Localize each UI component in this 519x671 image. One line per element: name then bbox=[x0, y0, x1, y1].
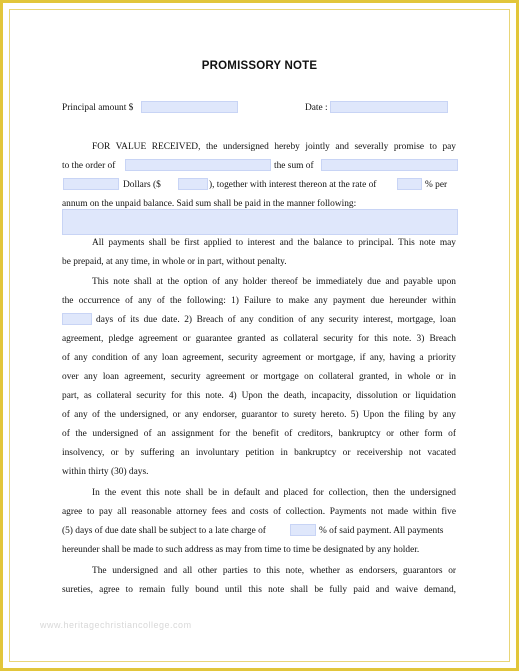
principal-amount-field[interactable] bbox=[141, 101, 238, 113]
paragraph-4-line-1: In the event this note shall be in default and placed for collection, then the undersigned bbox=[92, 488, 456, 498]
paragraph-5-line-2: sureties, agree to remain fully bound until this note shall be fully paid and waive demand, bbox=[62, 585, 456, 595]
late-charge-text: (5) days of due date shall be subject to a late charge of bbox=[62, 526, 266, 536]
paragraph-3-line-10: insolvency, or by suffering an involuntary petition in bankruptcy or receivership not vacated bbox=[62, 448, 456, 458]
date-field[interactable] bbox=[330, 101, 448, 113]
date-label: Date : bbox=[305, 103, 328, 113]
paragraph-3-line-7: part, as collateral security for this note. 4) Upon the death, incapacity, dissolution or liquidation bbox=[62, 391, 456, 401]
paragraph-3-line-3: days of its due date. 2) Breach of any condition of any security interest, mortgage, loan bbox=[96, 315, 456, 325]
website-watermark: www.heritagechristiancollege.com bbox=[40, 620, 192, 630]
percent-per-label: % per bbox=[425, 180, 448, 190]
paragraph-1-line-4: annum on the unpaid balance. Said sum shall be paid in the manner following: bbox=[62, 199, 357, 209]
payment-terms-field[interactable] bbox=[62, 209, 458, 235]
paragraph-3-line-2: the occurrence of any of the following: 1) Failure to make any payment due hereunder within bbox=[62, 296, 456, 306]
paragraph-2-line-2: be prepaid, at any time, in whole or in part, without penalty. bbox=[62, 257, 287, 267]
sum-of-label: the sum of bbox=[274, 161, 314, 171]
paragraph-5-line-1: The undersigned and all other parties to this note, whether as endorsers, guarantors or bbox=[92, 566, 456, 576]
sum-words-field[interactable] bbox=[321, 159, 458, 171]
grace-days-field[interactable] bbox=[62, 313, 92, 325]
document-title: PROMISSORY NOTE bbox=[201, 60, 318, 72]
late-charge-percent-text: % of said payment. All payments bbox=[319, 526, 444, 536]
paragraph-3-line-11: within thirty (30) days. bbox=[62, 467, 149, 477]
paragraph-3-line-6: over any loan agreement, security agreement or mortgage on collateral granted, in whole or in bbox=[62, 372, 456, 382]
paragraph-3-line-5: of any condition of any loan agreement, security agreement or mortgage, if any, having a priority bbox=[62, 353, 456, 363]
paragraph-1-line-1: FOR VALUE RECEIVED, the undersigned hereby jointly and severally promise to pay bbox=[92, 142, 456, 152]
sum-words-continued-field[interactable] bbox=[63, 178, 119, 190]
late-charge-field[interactable] bbox=[290, 524, 316, 536]
paragraph-4-line-4: hereunder shall be made to such address as may from time to time be designated by any holder. bbox=[62, 545, 420, 555]
to-the-order-of-label: to the order of bbox=[62, 161, 116, 171]
principal-amount-label: Principal amount $ bbox=[62, 103, 134, 113]
paragraph-3-line-1: This note shall at the option of any holder thereof be immediately due and payable upon bbox=[92, 277, 456, 287]
paragraph-3-line-8: of any of the undersigned, or any endorser, guarantor to surety hereto. 5) Upon the filing by any bbox=[62, 410, 456, 420]
dollars-label: Dollars ($ bbox=[123, 180, 161, 190]
paragraph-3-line-9: of the undersigned of an assignment for the benefit of creditors, bankruptcy or other form of bbox=[62, 429, 456, 439]
interest-rate-field[interactable] bbox=[397, 178, 422, 190]
paragraph-3-line-4: agreement, pledge agreement or guarantee granted as collateral security for this note. 3) Breach bbox=[62, 334, 456, 344]
interest-rate-text: ), together with interest thereon at the rate of bbox=[209, 180, 377, 190]
paragraph-4-line-2: agree to pay all reasonable attorney fees and costs of collection. Payments not made within five bbox=[62, 507, 456, 517]
dollars-amount-field[interactable] bbox=[178, 178, 208, 190]
payee-field[interactable] bbox=[125, 159, 271, 171]
paragraph-2-line-1: All payments shall be first applied to interest and the balance to principal. This note may bbox=[92, 238, 456, 248]
